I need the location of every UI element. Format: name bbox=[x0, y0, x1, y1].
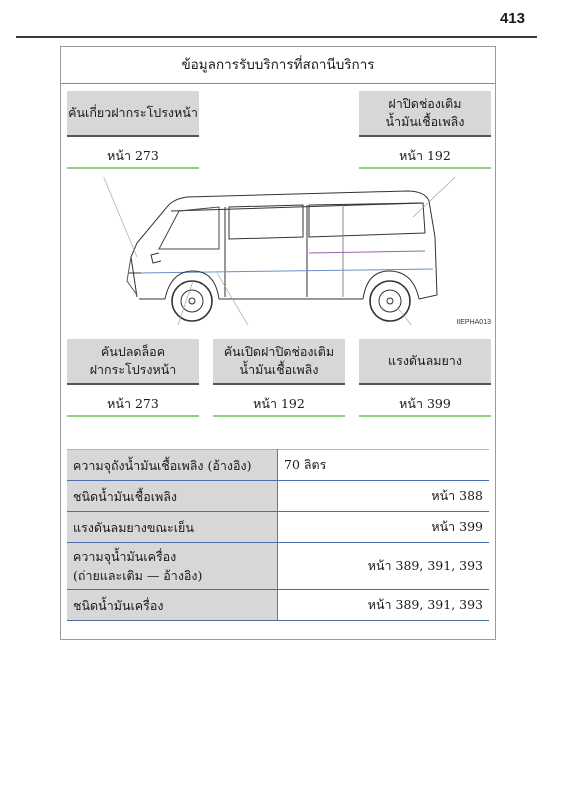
table-row bbox=[67, 481, 489, 512]
table-row bbox=[67, 450, 489, 481]
hood-release-label: คันปลดล็อค ฝากระโปรงหน้า bbox=[67, 339, 199, 385]
spec-value: หน้า 389, 391, 393 bbox=[278, 543, 490, 590]
spec-label: ความจุถังน้ำมันเชื้อเพลิง (อ้างอิง) bbox=[67, 450, 278, 481]
spec-value: หน้า 389, 391, 393 bbox=[278, 590, 490, 621]
spec-value: 70 ลิตร bbox=[278, 450, 490, 481]
hood-release-page: หน้า 273 bbox=[67, 393, 199, 417]
tire-pressure-page: หน้า 399 bbox=[359, 393, 491, 417]
table-row bbox=[67, 590, 489, 621]
tire-pressure-label: แรงดันลมยาง bbox=[359, 339, 491, 385]
spec-table bbox=[67, 449, 489, 621]
spec-value: หน้า 388 bbox=[278, 481, 490, 512]
panel-title: ข้อมูลการรับบริการที่สถานีบริการ bbox=[61, 47, 495, 84]
hood-hook-page: หน้า 273 bbox=[67, 145, 199, 169]
page-number: 413 bbox=[499, 10, 525, 27]
table-row bbox=[67, 543, 489, 590]
service-info-panel bbox=[60, 46, 496, 640]
spec-label: ความจุน้ำมันเครื่อง (ถ่ายและเติม — อ้างอิง) bbox=[67, 543, 278, 590]
spec-label: ชนิดน้ำมันเชื้อเพลิง bbox=[67, 481, 278, 512]
table-row bbox=[67, 512, 489, 543]
spec-label: ชนิดน้ำมันเครื่อง bbox=[67, 590, 278, 621]
fuel-door-page: หน้า 192 bbox=[359, 145, 491, 169]
fuel-door-label: ฝาปิดช่องเติม น้ำมันเชื้อเพลิง bbox=[359, 91, 491, 137]
van-illustration bbox=[67, 177, 491, 325]
spec-value: หน้า 399 bbox=[278, 512, 490, 543]
top-rule bbox=[16, 36, 537, 38]
fuel-door-opener-page: หน้า 192 bbox=[213, 393, 345, 417]
hood-hook-label: คันเกี่ยวฝากระโปรงหน้า bbox=[67, 91, 199, 137]
fuel-door-opener-label: คันเปิดฝาปิดช่องเติม น้ำมันเชื้อเพลิง bbox=[213, 339, 345, 385]
spec-label: แรงดันลมยางขณะเย็น bbox=[67, 512, 278, 543]
figure-code: IIEPHA013 bbox=[456, 319, 491, 326]
